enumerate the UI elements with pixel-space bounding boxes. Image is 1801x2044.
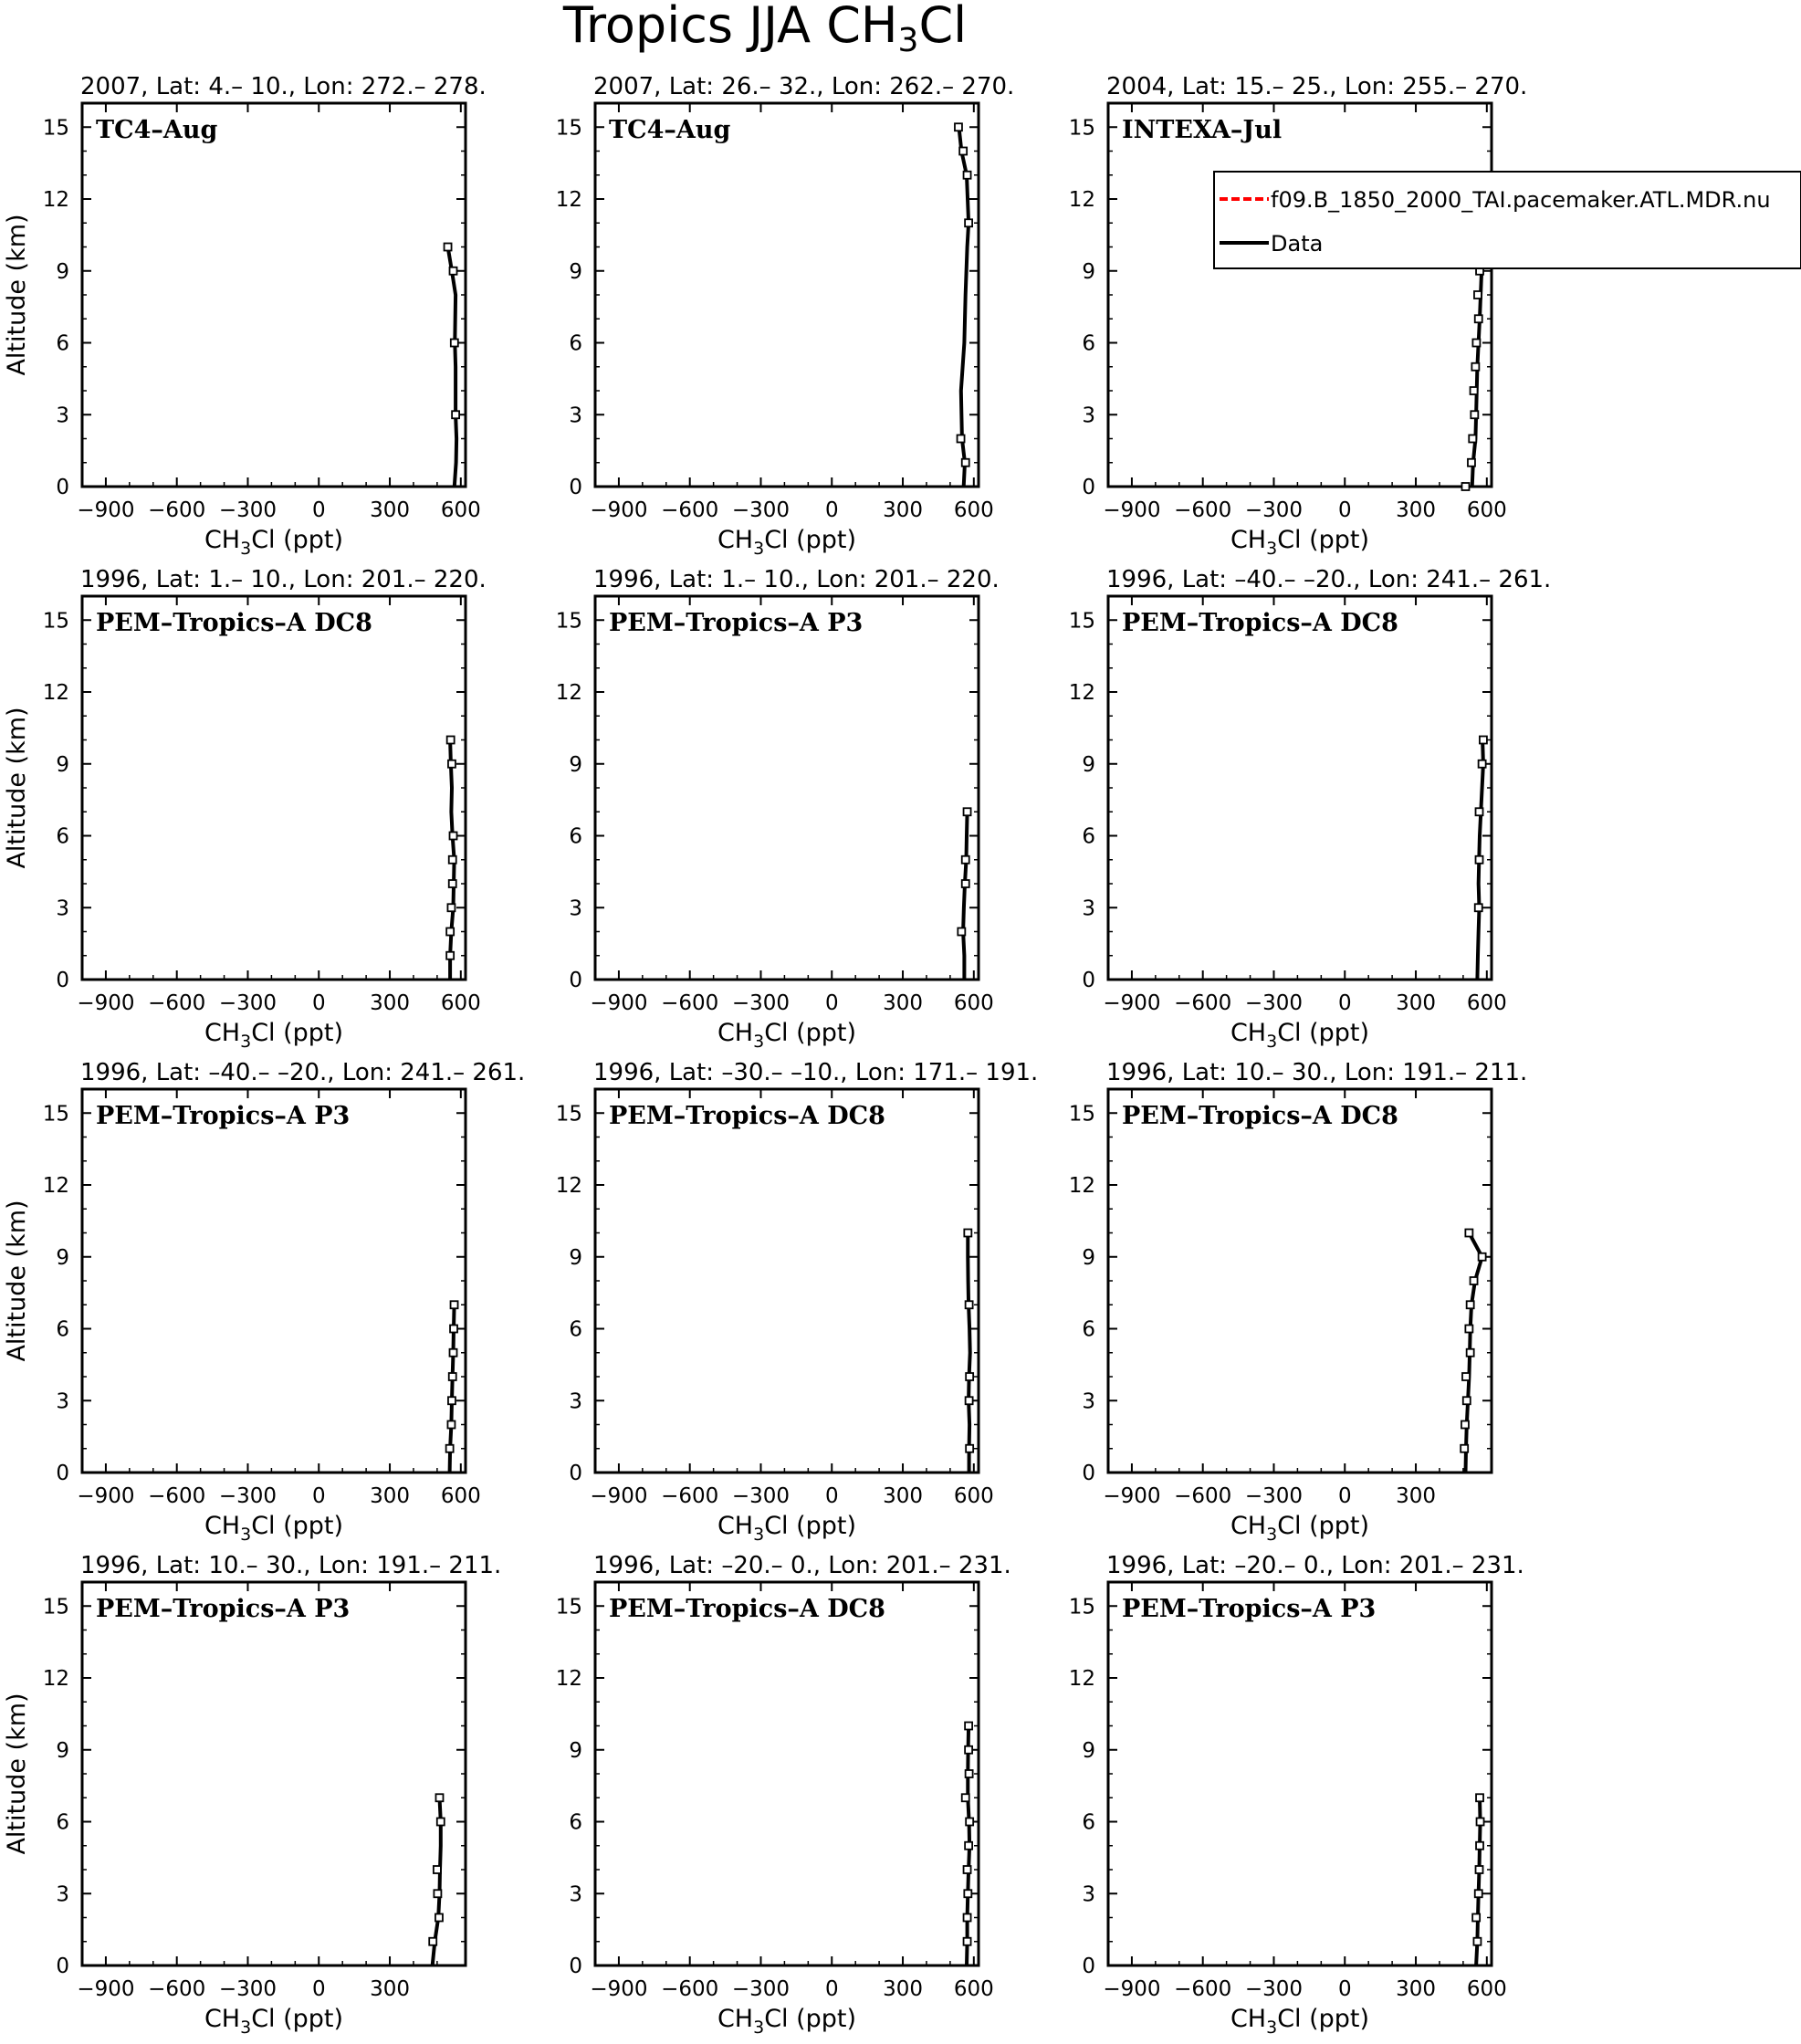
y-tick-label: 3 [56,896,69,921]
y-tick-label: 0 [56,476,69,499]
data-marker [448,760,455,768]
data-marker [1471,387,1478,394]
data-marker [965,1842,972,1850]
data-marker [1476,1842,1483,1850]
panel-3 [1069,73,1528,559]
y-tick-label: 12 [1068,188,1095,212]
x-tick-label: −300 [218,991,277,1015]
x-tick-label: −300 [218,1484,277,1508]
panel-11 [556,1552,1011,2038]
y-tick-label: 3 [56,404,69,428]
x-tick-label: −900 [590,1484,648,1508]
y-tick-label: 12 [555,1174,582,1198]
x-axis-label: $CH_3Cl$ (ppt) [717,1512,857,1545]
plot-frame [1108,1582,1492,1965]
data-marker [965,1723,972,1730]
data-marker [452,411,459,418]
y-tick-label: 9 [569,752,582,777]
panel-9 [1069,1059,1528,1545]
x-tick-label: 300 [370,991,410,1015]
data-marker [962,880,969,887]
x-axis-label: $CH_3Cl$ (ppt) [717,2005,857,2038]
data-marker [1461,1421,1469,1429]
x-tick-label: −300 [1244,991,1304,1015]
x-tick-label: 600 [953,1484,994,1508]
panel-label: PEM–Tropics–A P3 [609,609,864,637]
data-marker [1474,291,1482,299]
x-tick-label: −600 [661,498,719,522]
data-marker [450,833,457,840]
panel-4 [3,566,487,1052]
data-marker [1476,1794,1483,1801]
y-tick-label: 0 [1082,969,1095,992]
x-tick-label: −600 [148,498,206,522]
data-marker [429,1938,436,1945]
panel-subtitle: 1996, Lat: –20.– 0., Lon: 201.– 231. [593,1552,1011,1579]
data-marker [446,952,454,959]
y-tick-label: 15 [42,1102,69,1127]
data-marker [964,1938,971,1945]
x-tick-label: −300 [1244,498,1304,522]
legend-label-2: Data [1271,231,1324,257]
x-tick-label: −600 [148,1977,206,2001]
y-tick-label: 12 [555,188,582,212]
x-tick-label: −900 [590,991,648,1015]
data-marker [1471,411,1478,418]
y-tick-label: 15 [42,609,69,634]
data-marker [1479,1253,1486,1261]
y-tick-label: 6 [1082,331,1095,356]
x-tick-label: −900 [1103,1484,1161,1508]
x-axis-label: $CH_3Cl$ (ppt) [204,2005,344,2038]
x-tick-label: 0 [311,991,326,1015]
data-marker [1475,904,1482,911]
x-tick-label: −600 [1174,498,1232,522]
data-marker [1475,315,1482,322]
panel-subtitle: 2004, Lat: 15.– 25., Lon: 255.– 270. [1106,73,1528,100]
x-tick-label: 0 [1337,1977,1352,2001]
y-tick-label: 3 [569,1389,582,1414]
plot-frame [595,596,979,980]
x-tick-label: −600 [148,1484,206,1508]
y-tick-label: 6 [1082,824,1095,849]
y-tick-label: 0 [1082,1462,1095,1485]
x-tick-label: 600 [440,991,481,1015]
data-marker [1479,760,1486,768]
x-axis-label: $CH_3Cl$ (ppt) [204,526,344,559]
panel-subtitle: 1996, Lat: –40.– –20., Lon: 241.– 261. [1106,566,1552,593]
data-marker [964,172,971,179]
y-tick-label: 0 [1082,476,1095,499]
x-tick-label: −900 [1103,991,1161,1015]
x-tick-label: −300 [218,1977,277,2001]
y-axis-label: Altitude (km) [3,707,31,869]
panels [3,73,1551,2038]
legend-label-1: f09.B_1850_2000_TAI.pacemaker.ATL.MDR.nu [1271,187,1771,213]
y-tick-label: 0 [56,1462,69,1485]
x-axis-label: $CH_3Cl$ (ppt) [204,1019,344,1052]
x-tick-label: 300 [883,498,923,522]
x-tick-label: 0 [311,498,326,522]
panel-5 [556,566,1000,1052]
panel-subtitle: 1996, Lat: 1.– 10., Lon: 201.– 220. [593,566,1000,593]
y-tick-label: 12 [42,681,69,705]
data-marker [1463,1397,1471,1404]
y-tick-label: 6 [1082,1810,1095,1835]
data-marker [1471,363,1479,371]
y-tick-label: 9 [56,259,69,284]
y-tick-label: 15 [1068,1102,1095,1127]
x-tick-label: −600 [1174,991,1232,1015]
x-tick-label: −900 [77,1484,135,1508]
panel-label: PEM–Tropics–A P3 [96,1102,351,1130]
y-tick-label: 0 [569,1462,582,1485]
x-tick-label: 300 [1396,1977,1436,2001]
data-marker [448,1397,455,1404]
x-tick-label: 300 [883,1977,923,2001]
y-tick-label: 15 [1068,1595,1095,1619]
y-tick-label: 9 [569,259,582,284]
y-tick-label: 6 [56,1810,69,1835]
x-tick-label: 600 [440,1484,481,1508]
data-marker [955,123,962,131]
y-tick-label: 3 [569,896,582,921]
y-axis-label: Altitude (km) [3,1200,31,1362]
plot-frame [595,1582,979,1965]
y-tick-label: 9 [569,1245,582,1270]
y-tick-label: 12 [42,1174,69,1198]
x-tick-label: 600 [1466,1977,1507,2001]
y-tick-label: 0 [569,1955,582,1978]
y-tick-label: 6 [569,824,582,849]
panel-label: TC4–Aug [96,116,218,144]
x-tick-label: 0 [1337,1484,1352,1508]
x-tick-label: 300 [1396,991,1436,1015]
panel-label: INTEXA–Jul [1122,116,1283,144]
y-tick-label: 12 [1068,1174,1095,1198]
data-marker [451,1301,458,1308]
x-tick-label: 600 [440,498,481,522]
panel-8 [556,1059,1039,1545]
y-tick-label: 15 [1068,116,1095,141]
plot-frame [595,103,979,487]
x-tick-label: 600 [953,991,994,1015]
y-tick-label: 3 [1082,1389,1095,1414]
x-tick-label: 600 [953,498,994,522]
plot-frame [82,1582,466,1965]
y-tick-label: 0 [56,969,69,992]
y-tick-label: 9 [56,752,69,777]
data-marker [434,1866,441,1873]
x-tick-label: 300 [883,991,923,1015]
data-marker [958,435,965,443]
y-tick-label: 6 [56,824,69,849]
data-marker [1480,737,1487,744]
data-marker [1467,1301,1474,1308]
x-tick-label: −300 [1244,1484,1304,1508]
data-series-line [968,1233,969,1473]
x-tick-label: 0 [311,1977,326,2001]
x-tick-label: 0 [1337,991,1352,1015]
y-tick-label: 9 [56,1245,69,1270]
x-axis-label: $CH_3Cl$ (ppt) [1230,1512,1370,1545]
x-tick-label: 0 [824,498,839,522]
panel-12 [1069,1552,1524,2038]
data-marker [450,1349,457,1357]
y-tick-label: 6 [1082,1317,1095,1342]
x-tick-label: −900 [1103,498,1161,522]
x-tick-label: −600 [661,991,719,1015]
x-tick-label: 300 [370,1484,410,1508]
data-marker [449,880,456,887]
legend [1214,172,1801,268]
y-tick-label: 15 [555,1595,582,1619]
data-marker [965,219,972,226]
y-axis-label: Altitude (km) [3,1693,31,1855]
x-tick-label: −600 [148,991,206,1015]
y-tick-label: 6 [569,1810,582,1835]
y-tick-label: 15 [42,1595,69,1619]
y-tick-label: 6 [56,331,69,356]
x-axis-label: $CH_3Cl$ (ppt) [717,526,857,559]
data-marker [447,1421,455,1429]
data-marker [1461,483,1469,490]
x-tick-label: −300 [218,498,277,522]
data-series-line [959,127,969,487]
y-tick-label: 9 [1082,752,1095,777]
plot-frame [1108,596,1492,980]
y-tick-label: 0 [1082,1955,1095,1978]
data-marker [435,1794,443,1801]
data-marker [1465,1230,1472,1237]
plot-frame [82,596,466,980]
data-marker [966,1445,973,1452]
panel-subtitle: 2007, Lat: 26.– 32., Lon: 262.– 270. [593,73,1015,100]
panel-label: PEM–Tropics–A DC8 [609,1595,885,1623]
panel-10 [3,1552,501,2038]
y-tick-label: 3 [569,404,582,428]
y-tick-label: 9 [1082,259,1095,284]
x-axis-label: $CH_3Cl$ (ppt) [1230,526,1370,559]
y-tick-label: 6 [56,1317,69,1342]
data-marker [1473,1938,1481,1945]
panel-label: PEM–Tropics–A DC8 [609,1102,885,1130]
data-marker [449,1373,456,1380]
y-tick-label: 3 [1082,1882,1095,1907]
x-tick-label: −300 [1244,1977,1304,2001]
y-tick-label: 6 [569,331,582,356]
y-tick-label: 9 [56,1738,69,1763]
panel-6 [1069,566,1552,1052]
data-marker [434,1890,441,1897]
data-marker [1471,1277,1478,1284]
x-tick-label: −900 [590,498,648,522]
y-tick-label: 0 [569,969,582,992]
y-tick-label: 3 [569,1882,582,1907]
panel-subtitle: 2007, Lat: 4.– 10., Lon: 272.– 278. [80,73,487,100]
x-tick-label: −900 [1103,1977,1161,2001]
data-marker [1475,1890,1482,1897]
data-marker [1465,1326,1472,1333]
data-marker [449,856,456,864]
x-tick-label: 0 [824,1977,839,2001]
x-axis-label: $CH_3Cl$ (ppt) [204,1512,344,1545]
x-tick-label: −300 [731,1484,791,1508]
data-marker [1467,1349,1474,1357]
y-tick-label: 3 [1082,896,1095,921]
x-tick-label: 300 [370,1977,410,2001]
x-axis-label: $CH_3Cl$ (ppt) [1230,2005,1370,2038]
plot-frame [82,103,466,487]
y-tick-label: 12 [555,681,582,705]
data-marker [1472,340,1480,347]
y-tick-label: 15 [555,116,582,141]
data-marker [966,1373,973,1380]
x-tick-label: 0 [311,1484,326,1508]
data-marker [964,1914,971,1922]
x-tick-label: −300 [731,498,791,522]
x-tick-label: −600 [1174,1484,1232,1508]
panel-subtitle: 1996, Lat: 10.– 30., Lon: 191.– 211. [1106,1059,1528,1086]
x-tick-label: −300 [731,1977,791,2001]
data-marker [964,1230,971,1237]
data-marker [447,737,455,744]
y-tick-label: 3 [56,1389,69,1414]
x-tick-label: 600 [1466,991,1507,1015]
data-marker [446,1445,454,1452]
y-tick-label: 12 [42,1667,69,1691]
y-tick-label: 12 [1068,1667,1095,1691]
panel-label: TC4–Aug [609,116,731,144]
y-tick-label: 0 [569,476,582,499]
x-tick-label: −600 [1174,1977,1232,2001]
data-marker [1462,1373,1470,1380]
panel-subtitle: 1996, Lat: 10.– 30., Lon: 191.– 211. [80,1552,502,1579]
data-series-line [448,247,457,487]
y-tick-label: 3 [1082,404,1095,428]
x-axis-label: $CH_3Cl$ (ppt) [1230,1019,1370,1052]
panel-1 [3,73,487,559]
y-tick-label: 12 [1068,681,1095,705]
y-tick-label: 9 [569,1738,582,1763]
y-tick-label: 6 [569,1317,582,1342]
data-marker [1468,459,1475,466]
data-marker [1469,435,1476,443]
x-tick-label: 300 [1396,1484,1436,1508]
main-title: Tropics JJA CH3Cl [562,0,968,59]
panel-subtitle: 1996, Lat: –30.– –10., Lon: 171.– 191. [593,1059,1039,1086]
plot-frame [1108,103,1492,487]
data-marker [1472,1914,1480,1922]
data-marker [1477,1819,1484,1826]
data-marker [1461,1445,1468,1452]
data-marker [445,244,452,251]
data-marker [1476,856,1483,864]
data-series-line [963,812,968,980]
y-tick-label: 12 [42,188,69,212]
x-tick-label: −600 [661,1484,719,1508]
x-tick-label: −900 [590,1977,648,2001]
x-tick-label: −600 [661,1977,719,2001]
x-tick-label: 600 [1466,498,1507,522]
data-marker [451,340,458,347]
y-tick-label: 3 [56,1882,69,1907]
y-tick-label: 12 [555,1667,582,1691]
x-axis-label: $CH_3Cl$ (ppt) [717,1019,857,1052]
data-marker [965,1746,972,1754]
data-marker [958,928,965,936]
data-marker [1476,808,1483,815]
panel-subtitle: 1996, Lat: 1.– 10., Lon: 201.– 220. [80,566,487,593]
panel-7 [3,1059,525,1545]
data-marker [964,1866,971,1873]
data-marker [966,1819,973,1826]
data-marker [959,148,967,155]
panel-label: PEM–Tropics–A DC8 [96,609,372,637]
x-tick-label: −300 [731,991,791,1015]
x-tick-label: −900 [77,498,135,522]
panel-2 [556,73,1015,559]
data-marker [962,856,969,864]
data-marker [437,1819,445,1826]
x-tick-label: 300 [1396,498,1436,522]
y-tick-label: 9 [1082,1245,1095,1270]
x-tick-label: −900 [77,991,135,1015]
plot-frame [82,1089,466,1473]
y-axis-label: Altitude (km) [3,214,31,376]
x-tick-label: 0 [824,991,839,1015]
y-tick-label: 15 [555,609,582,634]
y-tick-label: 15 [1068,609,1095,634]
data-marker [966,1770,973,1777]
panel-label: PEM–Tropics–A P3 [1122,1595,1377,1623]
panel-label: PEM–Tropics–A P3 [96,1595,351,1623]
x-tick-label: 300 [883,1484,923,1508]
plot-frame [1108,1089,1492,1473]
x-tick-label: 300 [370,498,410,522]
data-marker [966,1397,973,1404]
data-marker [964,1890,971,1897]
panel-label: PEM–Tropics–A DC8 [1122,1102,1398,1130]
data-marker [962,459,969,466]
panel-subtitle: 1996, Lat: –20.– 0., Lon: 201.– 231. [1106,1552,1524,1579]
x-tick-label: 600 [953,1977,994,2001]
y-tick-label: 0 [56,1955,69,1978]
data-marker [966,1301,973,1308]
data-marker [964,808,971,815]
y-tick-label: 15 [555,1102,582,1127]
data-marker [435,1914,443,1922]
data-marker [450,1326,457,1333]
data-marker [1476,1866,1483,1873]
x-tick-label: 0 [1337,498,1352,522]
data-marker [446,928,454,936]
data-marker [962,1794,969,1801]
data-marker [447,904,455,911]
y-tick-label: 15 [42,116,69,141]
panel-label: PEM–Tropics–A DC8 [1122,609,1398,637]
x-tick-label: 0 [824,1484,839,1508]
data-marker [450,267,457,275]
y-tick-label: 9 [1082,1738,1095,1763]
x-tick-label: −900 [77,1977,135,2001]
panel-subtitle: 1996, Lat: –40.– –20., Lon: 241.– 261. [80,1059,526,1086]
plot-frame [595,1089,979,1473]
